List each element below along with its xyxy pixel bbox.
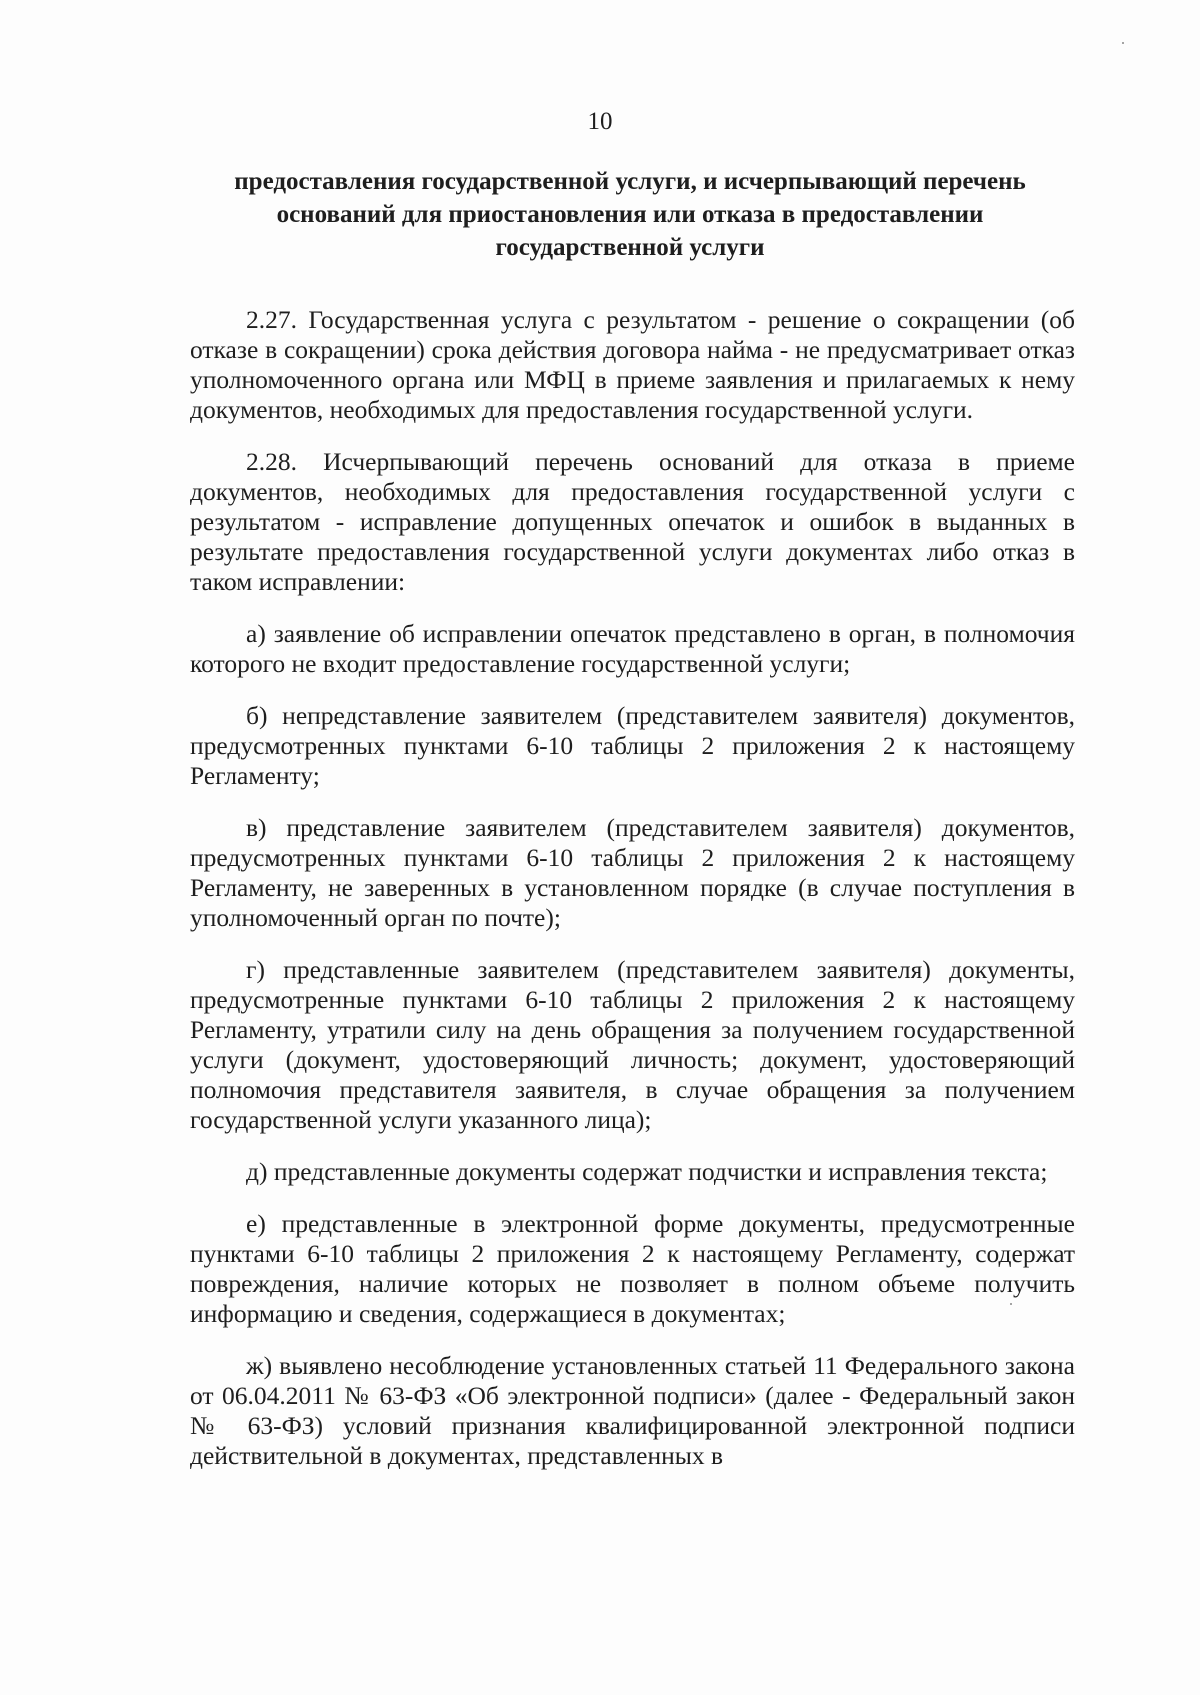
paragraph-2-28: 2.28. Исчерпывающий перечень оснований для отказа в приеме документов, необходимых для предоставления государственной услуги с результатом - исправление допущенных опечаток и ошибок в выданных в результате предоставления государственной услуги документах либо отказ в таком исправлении:	[190, 447, 1075, 596]
heading-line: государственной услуги	[495, 234, 765, 261]
heading-line: предоставления государственной услуги, и исчерпывающий перечень	[234, 168, 1026, 195]
heading-line: оснований для приостановления или отказа в предоставлении	[276, 201, 984, 228]
list-item-b: б) непредставление заявителем (представителем заявителя) документов, предусмотренных пунктами 6-10 таблицы 2 приложения 2 к настоящему Регламенту;	[190, 701, 1075, 790]
list-item-v: в) представление заявителем (представителем заявителя) документов, предусмотренных пунктами 6-10 таблицы 2 приложения 2 к настоящему Регламенту, не заверенных в установленном порядке (в случае поступления в уполномоченный орган по почте);	[190, 813, 1075, 932]
list-item-g: г) представленные заявителем (представителем заявителя) документы, предусмотренные пунктами 6-10 таблицы 2 приложения 2 к настоящему Регламенту, утратили силу на день обращения за получением государственной услуги (документ, удостоверяющий личность; документ, удостоверяющий полномочия представителя заявителя, в случае обращения за получением государственной услуги указанного лица);	[190, 955, 1075, 1134]
paragraph-2-27: 2.27. Государственная услуга с результатом - решение о сокращении (об отказе в сокращении) срока действия договора найма - не предусматривает отказ уполномоченного органа или МФЦ в приеме заявления и прилагаемых к нему документов, необходимых для предоставления государственной услуги.	[190, 305, 1075, 424]
list-item-d: д) представленные документы содержат подчистки и исправления текста;	[246, 1157, 1048, 1186]
document-body	[190, 305, 1075, 1491]
scan-speck	[1122, 42, 1124, 44]
list-item-e: е) представленные в электронной форме документы, предусмотренные пунктами 6-10 таблицы 2 приложения 2 к настоящему Регламенту, содержат повреждения, наличие которых не позволяет в полном объеме получить информацию и сведения, содержащиеся в документах;	[190, 1209, 1075, 1328]
list-item-a: а) заявление об исправлении опечаток представлено в орган, в полномочия которого не входит предоставление государственной услуги;	[190, 619, 1075, 678]
page-number: 10	[587, 108, 613, 135]
section-heading	[190, 165, 1070, 264]
list-item-zh: ж) выявлено несоблюдение установленных статьей 11 Федерального закона от 06.04.2011 № 63-ФЗ «Об электронной подписи» (далее - Федеральный закон № 63-ФЗ) условий признания квалифицированной электронной подписи действительной в документах, представленных в	[190, 1351, 1075, 1470]
